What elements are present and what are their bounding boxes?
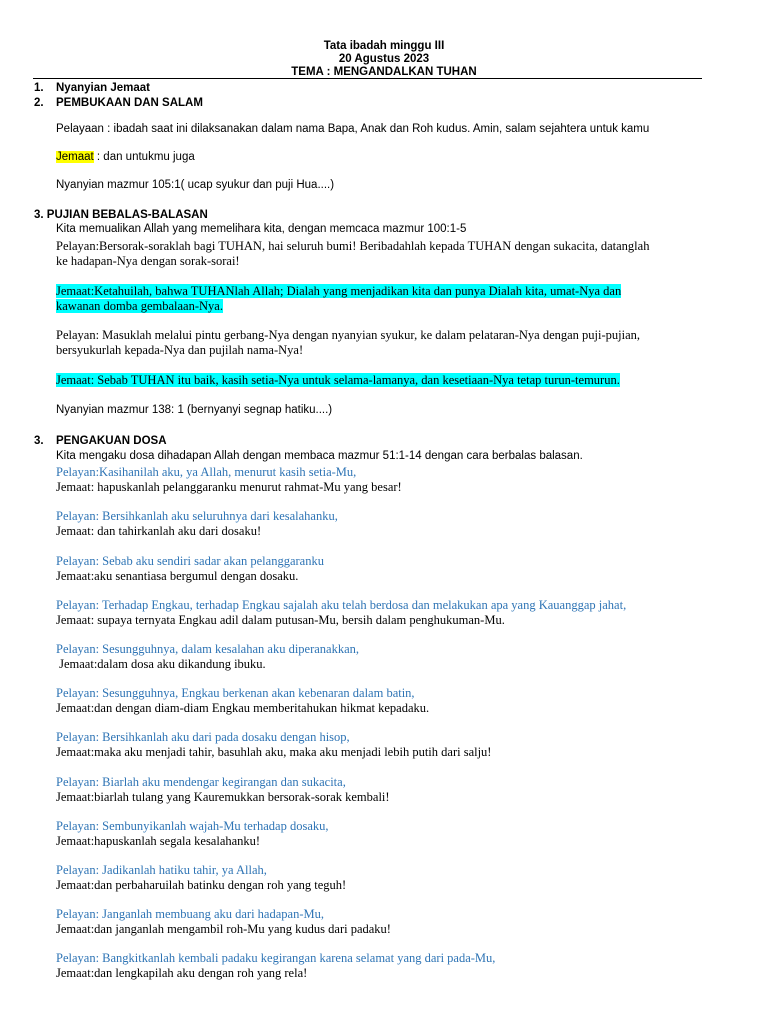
section-4-title: PENGAKUAN DOSA xyxy=(56,435,167,447)
pengakuan-jemaat-line: Jemaat:dan dengan diam-diam Engkau memberitahukan hikmat kepadaku. xyxy=(56,701,430,715)
pengakuan-jemaat-line: Jemaat:maka aku menjadi tahir, basuhlah aku, maka aku menjadi lebih putih dari salju! xyxy=(56,745,492,759)
pengakuan-pelayan-line: Pelayan: Biarlah aku mendengar kegirangan dan sukacita, xyxy=(56,775,346,789)
pengakuan-pelayan-line: Pelayan: Janganlah membuang aku dari hadapan-Mu, xyxy=(56,907,324,921)
nyanyian-mazmur-105: Nyanyian mazmur 105:1( ucap syukur dan puji Hua....) xyxy=(56,179,335,191)
section-2-title: PEMBUKAAN DAN SALAM xyxy=(56,97,203,109)
pengakuan-jemaat-line: Jemaat: dan tahirkanlah aku dari dosaku! xyxy=(56,524,262,538)
pujian-pelayan-2-line-2: bersyukurlah kepada-Nya dan pujilah nama-Nya! xyxy=(56,343,304,357)
pujian-jemaat-1-line-2: kawanan domba gembalaan-Nya. xyxy=(56,299,223,313)
section-2-number: 2. xyxy=(34,97,44,109)
pengakuan-jemaat-line: Jemaat:dan janganlah mengambil roh-Mu yang kudus dari padaku! xyxy=(56,922,391,936)
pengakuan-jemaat-line: Jemaat: hapuskanlah pelanggaranku menurut rahmat-Mu yang besar! xyxy=(56,480,402,494)
salam-jemaat-text: : dan untukmu juga xyxy=(93,151,195,163)
section-4-number: 3. xyxy=(34,435,44,447)
pujian-pelayan-1-line-2: ke hadapan-Nya dengan sorak-sorai! xyxy=(56,254,240,268)
section-3-title: 3. PUJIAN BEBALAS-BALASAN xyxy=(34,209,208,221)
salam-pelayan: Pelayaan : ibadah saat ini dilaksanakan dalam nama Bapa, Anak dan Roh kudus. Amin, salam sejahtera untuk kamu xyxy=(56,123,650,135)
pengakuan-pelayan-line: Pelayan: Bangkitkanlah kembali padaku kegirangan karena selamat yang dari pada-Mu, xyxy=(56,951,496,965)
pujian-jemaat-2: Jemaat: Sebab TUHAN itu baik, kasih setia-Nya untuk selama-lamanya, dan kesetiaan-Nya tetap turun-temurun. xyxy=(56,373,620,387)
pengakuan-pelayan-line: Pelayan: Sebab aku sendiri sadar akan pelanggaranku xyxy=(56,554,324,568)
pengakuan-pelayan-line: Pelayan: Sesungguhnya, dalam kesalahan aku diperanakkan, xyxy=(56,642,360,656)
section-1-number: 1. xyxy=(34,82,44,94)
pengakuan-jemaat-line: Jemaat:dalam dosa aku dikandung ibuku. xyxy=(56,657,266,671)
pengakuan-pelayan-line: Pelayan: Sembunyikanlah wajah-Mu terhadap dosaku, xyxy=(56,819,329,833)
pujian-intro: Kita memualikan Allah yang memelihara kita, dengan memcaca mazmur 100:1-5 xyxy=(56,223,467,235)
nyanyian-mazmur-138: Nyanyian mazmur 138: 1 (bernyanyi segnap hatiku....) xyxy=(56,404,333,416)
pengakuan-pelayan-line: Pelayan: Bersihkanlah aku dari pada dosaku dengan hisop, xyxy=(56,730,350,744)
pujian-pelayan-1-line-1: Pelayan:Bersorak-soraklah bagi TUHAN, hai seluruh bumi! Beribadahlah kepada TUHAN dengan sukacita, datanglah xyxy=(56,239,650,253)
pengakuan-pelayan-line: Pelayan: Sesungguhnya, Engkau berkenan akan kebenaran dalam batin, xyxy=(56,686,415,700)
pengakuan-pelayan-line: Pelayan: Terhadap Engkau, terhadap Engkau sajalah aku telah berdosa dan melakukan apa yang Kauanggap jahat, xyxy=(56,598,627,612)
pengakuan-jemaat-line: Jemaat:biarlah tulang yang Kauremukkan bersorak-sorak kembali! xyxy=(56,790,390,804)
pengakuan-pelayan-line: Pelayan:Kasihanilah aku, ya Allah, menurut kasih setia-Mu, xyxy=(56,465,357,479)
pengakuan-jemaat-line: Jemaat:dan perbaharuilah batinku dengan roh yang teguh! xyxy=(56,878,347,892)
document-date: 20 Agustus 2023 xyxy=(338,53,430,65)
pujian-pelayan-2-line-1: Pelayan: Masuklah melalui pintu gerbang-Nya dengan nyanyian syukur, ke dalam pelataran-Nya dengan puji-pujian, xyxy=(56,328,641,342)
pengakuan-jemaat-line: Jemaat: supaya ternyata Engkau adil dalam putusan-Mu, bersih dalam penghukuman-Mu. xyxy=(56,613,505,627)
pujian-jemaat-1-line-1: Jemaat:Ketahuilah, bahwa TUHANlah Allah; Dialah yang menjadikan kita dan punya Dialah kita, umat-Nya dan xyxy=(56,284,622,298)
document-theme: TEMA : MENGANDALKAN TUHAN xyxy=(291,66,477,78)
pengakuan-pelayan-line: Pelayan: Bersihkanlah aku seluruhnya dari kesalahanku, xyxy=(56,509,338,523)
salam-jemaat xyxy=(56,151,195,163)
pengakuan-jemaat-line: Jemaat:dan lengkapilah aku dengan roh yang rela! xyxy=(56,966,308,980)
section-1-title: Nyanyian Jemaat xyxy=(56,82,150,94)
document-title: Tata ibadah minggu III xyxy=(323,40,445,52)
header-divider xyxy=(33,78,702,79)
pengakuan-intro: Kita mengaku dosa dihadapan Allah dengan membaca mazmur 51:1-14 dengan cara berbalas balasan. xyxy=(56,450,583,462)
pengakuan-pelayan-line: Pelayan: Jadikanlah hatiku tahir, ya Allah, xyxy=(56,863,267,877)
jemaat-highlight-label: Jemaat xyxy=(56,151,94,163)
pengakuan-jemaat-line: Jemaat:hapuskanlah segala kesalahanku! xyxy=(56,834,261,848)
pengakuan-jemaat-line: Jemaat:aku senantiasa bergumul dengan dosaku. xyxy=(56,569,299,583)
